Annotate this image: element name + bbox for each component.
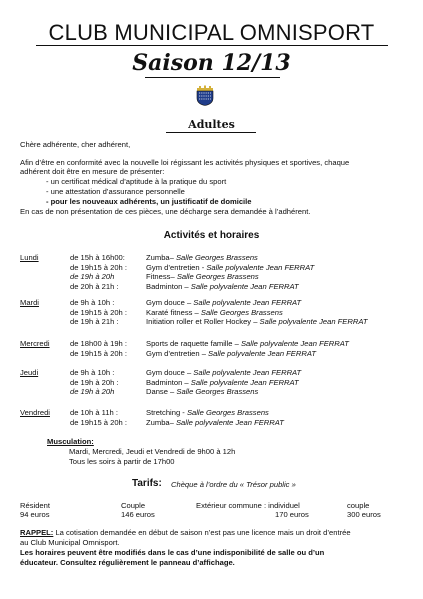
subtitle-underline <box>166 132 256 133</box>
schedule-activity <box>146 308 283 317</box>
tarif-price-resident: 94 euros <box>20 510 50 519</box>
activity-venue: Salle polyvalente Jean FERRAT <box>208 348 316 358</box>
activity-venue: Salle polyvalente Jean FERRAT <box>190 281 299 291</box>
title-underline <box>36 45 388 46</box>
schedule-time: de 19h à 20h <box>70 272 115 282</box>
rappel-line-2: au Club Municipal Omnisport. <box>20 538 120 547</box>
schedule-time: de 15h à 16h00: <box>70 253 125 262</box>
greeting: Chère adhérente, cher adhérent, <box>20 140 131 149</box>
activity-venue: Salle polyvalente Jean FERRAT <box>175 417 284 427</box>
activity-venue: Salle polyvalente Jean FERRAT <box>259 317 368 327</box>
schedule-time: de 19h à 20h <box>70 387 115 397</box>
intro-line-1: Afin d’être en conformité avec la nouvelle loi régissant les activités physiques et sportives, chaque <box>20 158 350 167</box>
schedule-activity <box>146 263 314 272</box>
schedule-time: de 19h15 à 20h : <box>70 348 128 358</box>
activity-venue: Salle polyvalente Jean FERRAT <box>206 262 315 272</box>
activity-name: Gym douce – <box>146 298 194 307</box>
schedule-activity <box>146 349 316 358</box>
requirement-3: - pour les nouveaux adhérents, un justificatif de domicile <box>46 197 252 206</box>
schedule-time: de 19h15 à 20h : <box>70 417 128 427</box>
activity-venue: Salle polyvalente Jean FERRAT <box>240 339 349 348</box>
activity-venue: Salle Georges Brassens <box>200 307 283 317</box>
schedule-activity <box>146 317 367 326</box>
activity-name: Zumba– <box>146 417 176 427</box>
rappel-text: La cotisation demandée en début de saison n’est pas une licence mais un droit d’entrée <box>53 528 351 537</box>
activity-name: Badminton – <box>146 281 191 291</box>
tarif-header-resident: Résident <box>20 501 50 510</box>
schedule-activity <box>146 378 299 387</box>
warning-line-1: Les horaires peuvent être modifiés dans le cas d’une indisponibilité de salle ou d’un <box>20 548 325 557</box>
tarif-header-couple: Couple <box>121 501 146 510</box>
schedule-time: de 18h00 à 19h : <box>70 339 128 348</box>
musculation-label: Musculation: <box>47 437 94 446</box>
day-label: Vendredi <box>20 408 50 417</box>
activity-venue: Salle polyvalente Jean FERRAT <box>193 298 302 307</box>
day-label: Mardi <box>20 298 39 307</box>
schedule-activity <box>146 298 301 307</box>
musculation-line-2: Tous les soirs à partir de 17h00 <box>69 457 175 466</box>
tarif-header-exterieur: Extérieur commune : individuel <box>196 501 300 510</box>
schedule-title: Activités et horaires <box>163 230 260 241</box>
season-underline <box>145 77 280 78</box>
musculation-line-1: Mardi, Mercredi, Jeudi et Vendredi de 9h00 à 12h <box>69 447 236 456</box>
schedule-time: de 9h à 10h : <box>70 298 115 307</box>
rappel-line-1 <box>20 528 351 537</box>
activity-name: Karaté fitness – <box>146 307 201 317</box>
warning-line-2: éducateur. Consultez régulièrement le panneau d’affichage. <box>20 558 235 567</box>
schedule-activity <box>146 282 299 291</box>
activity-name: Initiation roller et Roller Hockey – <box>146 317 260 327</box>
schedule-activity <box>146 418 284 427</box>
activity-venue: Salle Georges Brassens <box>175 253 258 262</box>
schedule-activity <box>146 339 349 348</box>
activity-venue: Salle Georges Brassens <box>176 387 259 397</box>
schedule-activity <box>146 387 258 396</box>
crest-icon <box>196 85 214 106</box>
activity-name: Fitness– <box>146 272 177 282</box>
schedule-time: de 10h à 11h : <box>70 408 118 417</box>
activity-name: Gym d’entretien – <box>146 348 209 358</box>
requirement-2: - une attestation d’assurance personnelle <box>46 187 185 196</box>
tarif-header-exterieur-couple: couple <box>347 501 370 510</box>
activity-name: Gym douce – <box>146 368 194 377</box>
activity-venue: Salle polyvalente Jean FERRAT <box>193 368 302 377</box>
schedule-time: de 20h à 21h : <box>70 281 119 291</box>
day-label: Mercredi <box>20 339 50 348</box>
day-label: Lundi <box>20 253 39 262</box>
schedule-time: de 19h15 à 20h : <box>70 307 128 317</box>
schedule-activity <box>146 408 269 417</box>
subtitle-adultes: Adultes <box>188 118 235 131</box>
schedule-activity <box>146 253 258 262</box>
activity-venue: Salle Georges Brassens <box>176 272 259 282</box>
activity-name: Gym d’entretien - <box>146 262 207 272</box>
activity-venue: Salle polyvalente Jean FERRAT <box>190 377 299 387</box>
intro-closing: En cas de non présentation de ces pièces, une décharge sera demandée à l’adhérent. <box>20 207 311 216</box>
tarifs-note: Chèque à l’ordre du « Trésor public » <box>171 480 296 489</box>
tarif-price-couple: 146 euros <box>121 510 155 519</box>
schedule-time: de 19h à 21h : <box>70 317 119 327</box>
schedule-activity <box>146 272 259 281</box>
activity-name: Stretching - <box>146 408 187 417</box>
tarif-price-exterieur-couple: 300 euros <box>347 510 381 519</box>
rappel-label: RAPPEL: <box>20 528 54 537</box>
tarif-price-exterieur: 170 euros <box>275 510 309 519</box>
intro-line-2: adhérent doit être en mesure de présenter: <box>20 167 165 176</box>
requirement-1: - un certificat médical d’aptitude à la pratique du sport <box>46 177 227 186</box>
season-heading: Saison 12/13 <box>132 50 291 76</box>
activity-name: Danse – <box>146 387 177 397</box>
schedule-time: de 9h à 10h : <box>70 368 115 377</box>
schedule-activity <box>146 368 301 377</box>
day-label: Jeudi <box>20 368 39 377</box>
club-title: CLUB MUNICIPAL OMNISPORT <box>48 20 375 45</box>
activity-name: Badminton – <box>146 377 191 387</box>
activity-venue: Salle Georges Brassens <box>186 408 269 417</box>
activity-name: Sports de raquette famille – <box>146 339 241 348</box>
activity-name: Zumba– <box>146 253 176 262</box>
schedule-time: de 19h à 20h : <box>70 377 119 387</box>
schedule-time: de 19h15 à 20h : <box>70 262 128 272</box>
tarifs-label: Tarifs: <box>132 478 162 489</box>
